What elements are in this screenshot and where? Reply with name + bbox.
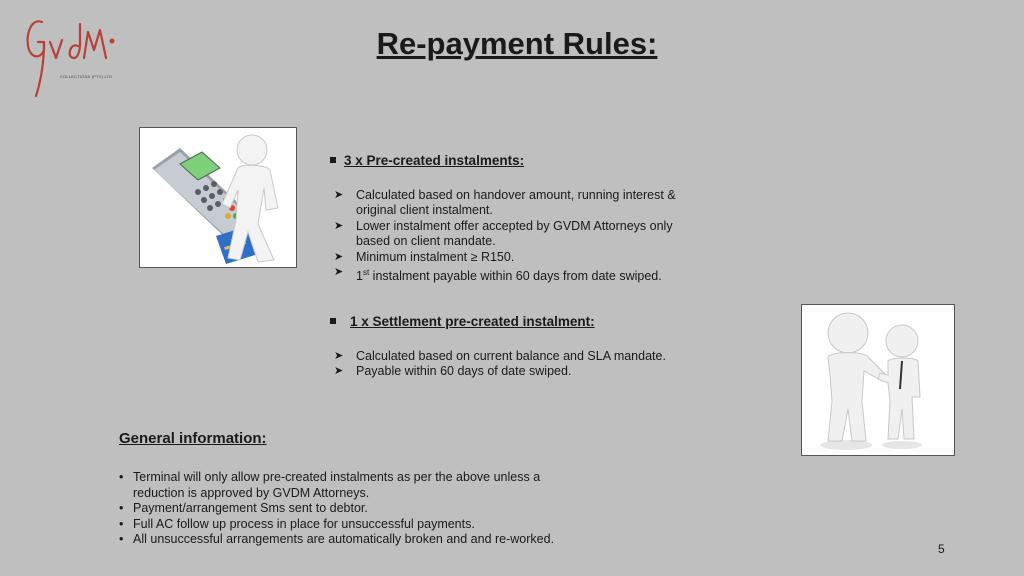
arrow-bullet-icon: ➤ [334, 219, 344, 232]
bullet-icon: • [119, 501, 124, 515]
logo-subtext: COLLECTIONS (PTY) LTD [60, 74, 113, 79]
page-title: Re-payment Rules: [376, 26, 658, 61]
list-item: • Payment/arrangement Sms sent to debtor. [119, 501, 368, 515]
settlement-list [330, 349, 700, 380]
general-information-list [119, 470, 589, 548]
arrow-bullet-icon: ➤ [334, 349, 344, 362]
bullet-icon: • [119, 532, 124, 546]
instalments-heading: 3 x Pre-created instalments: [330, 153, 700, 170]
square-bullet-icon [330, 318, 336, 324]
arrow-bullet-icon: ➤ [334, 266, 344, 278]
list-item: ➤ Lower instalment offer accepted by GVDM Attorneys only based on client mandate. [334, 218, 673, 248]
card-terminal-image [139, 127, 297, 268]
general-information-heading: General information: [119, 430, 267, 447]
list-item: ➤ Calculated based on current balance and SLA mandate. [334, 348, 666, 363]
arrow-bullet-icon: ➤ [334, 250, 344, 263]
bullet-icon: • [119, 516, 124, 531]
page-number: 5 [938, 542, 945, 556]
list-item: • Full AC follow up process in place for unsuccessful payments. [119, 516, 475, 531]
list-item: ➤ Calculated based on handover amount, running interest & original client instalment. [334, 187, 676, 217]
settlement-heading: 1 x Settlement pre-created instalment: [330, 314, 700, 331]
square-bullet-icon [330, 157, 336, 163]
list-item: ➤ Minimum instalment ≥ R150. [334, 249, 515, 264]
list-item: • All unsuccessful arrangements are automatically broken and and re-worked. [119, 532, 555, 546]
settlement-section [330, 314, 700, 380]
list-item: ➤ Payable within 60 days of date swiped. [334, 364, 572, 378]
instalments-section [330, 153, 700, 285]
arrow-bullet-icon: ➤ [334, 365, 344, 377]
bullet-icon: • [119, 470, 124, 484]
instalments-list [330, 188, 700, 285]
handshake-image [801, 304, 955, 456]
list-item: ➤ 1st instalment payable within 60 days from date swiped. [334, 266, 662, 284]
list-item: • Terminal will only allow pre-created instalments as per the above unless a reduction is approved by GVDM Attorneys. [119, 470, 541, 500]
arrow-bullet-icon: ➤ [334, 188, 344, 201]
